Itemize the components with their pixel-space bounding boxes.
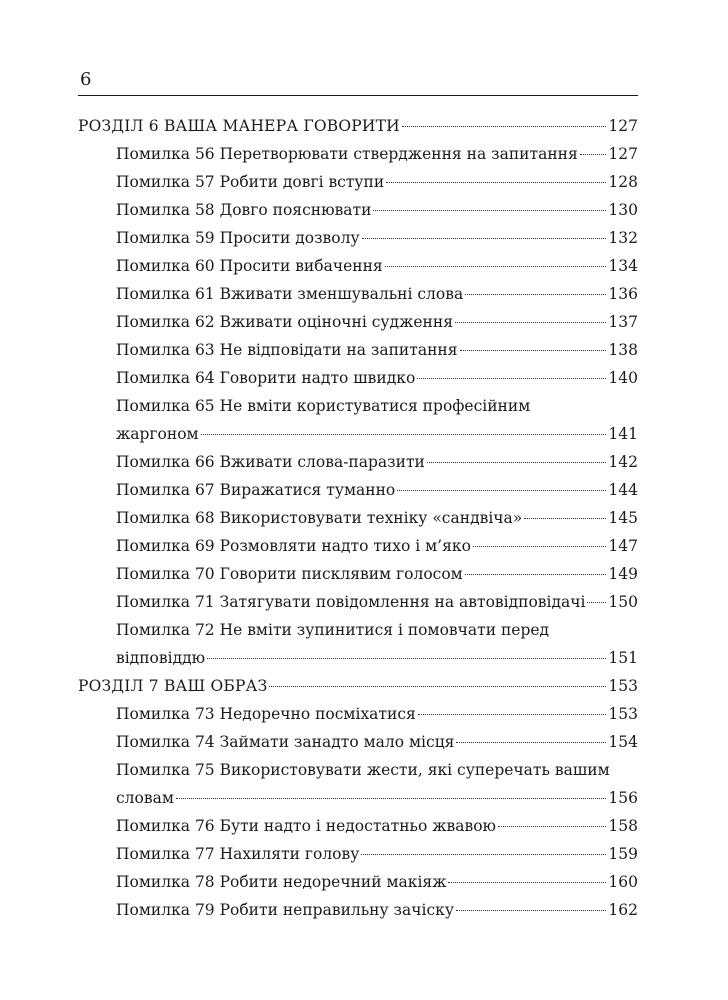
toc-item-entry xyxy=(78,140,638,168)
toc-page-number: 136 xyxy=(608,285,638,303)
table-of-contents xyxy=(78,112,638,924)
toc-item-entry xyxy=(78,336,638,364)
toc-entry-title: Помилка 66 Вживати слова-паразити xyxy=(116,453,425,471)
toc-entry-title: Помилка 63 Не відповідати на запитання xyxy=(116,341,458,359)
toc-page-number: 151 xyxy=(608,649,638,667)
dot-leader xyxy=(417,378,606,379)
dot-leader xyxy=(580,154,607,155)
toc-entry-title: Помилка 74 Займати занадто мало місця xyxy=(116,733,455,751)
toc-page-number: 154 xyxy=(608,733,638,751)
toc-item-entry xyxy=(78,476,638,504)
toc-entry-title: РОЗДІЛ 6 ВАША МАНЕРА ГОВОРИТИ xyxy=(78,117,400,135)
toc-entry-title: Помилка 56 Перетворювати ствердження на запитання xyxy=(116,145,578,163)
toc-chapter-entry xyxy=(78,112,638,140)
dot-leader xyxy=(427,462,607,463)
toc-chapter-entry xyxy=(78,672,638,700)
toc-item-entry xyxy=(78,364,638,392)
dot-leader xyxy=(465,574,607,575)
toc-page-number: 142 xyxy=(608,453,638,471)
toc-page-number: 156 xyxy=(608,789,638,807)
dot-leader xyxy=(498,826,606,827)
toc-entry-title: Помилка 76 Бути надто і недостатньо жвавою xyxy=(116,817,497,835)
toc-page-number: 128 xyxy=(608,173,638,191)
toc-page-number: 140 xyxy=(608,369,638,387)
toc-entry-title: Помилка 64 Говорити надто швидко xyxy=(116,369,416,387)
toc-page-number: 159 xyxy=(608,845,638,863)
dot-leader xyxy=(473,546,607,547)
dot-leader xyxy=(460,350,607,351)
toc-entry-title: Помилка 77 Нахиляти голову xyxy=(116,845,360,863)
dot-leader xyxy=(176,798,607,799)
toc-item-entry xyxy=(78,868,638,896)
header-rule xyxy=(78,95,638,96)
toc-page-number: 144 xyxy=(608,481,638,499)
toc-page-number: 149 xyxy=(608,565,638,583)
toc-entry-title: Помилка 71 Затягувати повідомлення на автовідповідачі xyxy=(116,593,586,611)
toc-item-entry xyxy=(78,308,638,336)
toc-page-number: 134 xyxy=(608,257,638,275)
dot-leader xyxy=(465,294,606,295)
dot-leader xyxy=(456,742,606,743)
toc-item-entry xyxy=(78,588,638,616)
page-number: 6 xyxy=(80,69,92,90)
toc-entry-title: Помилка 69 Розмовляти надто тихо і м’яко xyxy=(116,537,471,555)
dot-leader xyxy=(207,658,606,659)
toc-page-number: 147 xyxy=(608,537,638,555)
toc-item-entry xyxy=(78,756,638,812)
toc-entry-title: Помилка 60 Просити вибачення xyxy=(116,257,383,275)
dot-leader xyxy=(385,266,607,267)
toc-page-number: 162 xyxy=(608,901,638,919)
toc-page-number: 145 xyxy=(608,509,638,527)
dot-leader xyxy=(362,238,607,239)
toc-item-entry xyxy=(78,504,638,532)
toc-item-entry xyxy=(78,728,638,756)
toc-page-number: 153 xyxy=(608,677,638,695)
toc-entry-title: Помилка 72 Не вміти зупинитися і помовчати перед xyxy=(116,621,550,639)
toc-page-number: 138 xyxy=(608,341,638,359)
toc-page-number: 127 xyxy=(608,117,638,135)
dot-leader xyxy=(373,210,606,211)
dot-leader xyxy=(524,518,606,519)
dot-leader xyxy=(587,602,606,603)
toc-entry-title: Помилка 59 Просити дозволу xyxy=(116,229,360,247)
dot-leader xyxy=(361,854,606,855)
toc-entry-title: Помилка 75 Використовувати жести, які суперечать вашим xyxy=(116,761,610,779)
toc-item-entry xyxy=(78,560,638,588)
toc-entry-title-continuation: відповіддю xyxy=(116,649,206,667)
toc-entry-title: РОЗДІЛ 7 ВАШ ОБРАЗ xyxy=(78,677,268,695)
toc-entry-title: Помилка 79 Робити неправильну зачіску xyxy=(116,901,454,919)
dot-leader xyxy=(397,490,606,491)
dot-leader xyxy=(402,126,607,127)
dot-leader xyxy=(386,182,606,183)
toc-page-number: 132 xyxy=(608,229,638,247)
toc-page-number: 158 xyxy=(608,817,638,835)
toc-item-entry xyxy=(78,700,638,728)
dot-leader xyxy=(455,322,606,323)
toc-entry-title: Помилка 70 Говорити писклявим голосом xyxy=(116,565,463,583)
dot-leader xyxy=(201,434,607,435)
dot-leader xyxy=(418,714,607,715)
toc-item-entry xyxy=(78,448,638,476)
toc-page-number: 160 xyxy=(608,873,638,891)
toc-item-entry xyxy=(78,392,638,448)
toc-entry-title: Помилка 65 Не вміти користуватися професійним xyxy=(116,397,531,415)
toc-item-entry xyxy=(78,532,638,560)
dot-leader xyxy=(269,686,606,687)
toc-entry-title: Помилка 67 Виражатися туманно xyxy=(116,481,396,499)
toc-entry-title: Помилка 78 Робити недоречний макіяж xyxy=(116,873,447,891)
toc-page-number: 137 xyxy=(608,313,638,331)
toc-entry-title: Помилка 68 Використовувати техніку «сандвіча» xyxy=(116,509,523,527)
dot-leader xyxy=(448,882,606,883)
toc-page-number: 153 xyxy=(608,705,638,723)
toc-item-entry xyxy=(78,252,638,280)
toc-page-number: 127 xyxy=(608,145,638,163)
toc-entry-title-continuation: жаргоном xyxy=(116,425,199,443)
toc-page-number: 130 xyxy=(608,201,638,219)
toc-item-entry xyxy=(78,280,638,308)
toc-item-entry xyxy=(78,840,638,868)
toc-page-number: 150 xyxy=(608,593,638,611)
toc-entry-title: Помилка 58 Довго пояснювати xyxy=(116,201,372,219)
toc-item-entry xyxy=(78,196,638,224)
toc-item-entry xyxy=(78,168,638,196)
toc-entry-title: Помилка 62 Вживати оціночні судження xyxy=(116,313,453,331)
toc-entry-title-continuation: словам xyxy=(116,789,174,807)
toc-entry-title: Помилка 73 Недоречно посміхатися xyxy=(116,705,416,723)
toc-entry-title: Помилка 57 Робити довгі вступи xyxy=(116,173,385,191)
dot-leader xyxy=(456,910,606,911)
toc-item-entry xyxy=(78,896,638,924)
toc-item-entry xyxy=(78,812,638,840)
toc-item-entry xyxy=(78,616,638,672)
toc-item-entry xyxy=(78,224,638,252)
toc-entry-title: Помилка 61 Вживати зменшувальні слова xyxy=(116,285,464,303)
toc-page-number: 141 xyxy=(608,425,638,443)
